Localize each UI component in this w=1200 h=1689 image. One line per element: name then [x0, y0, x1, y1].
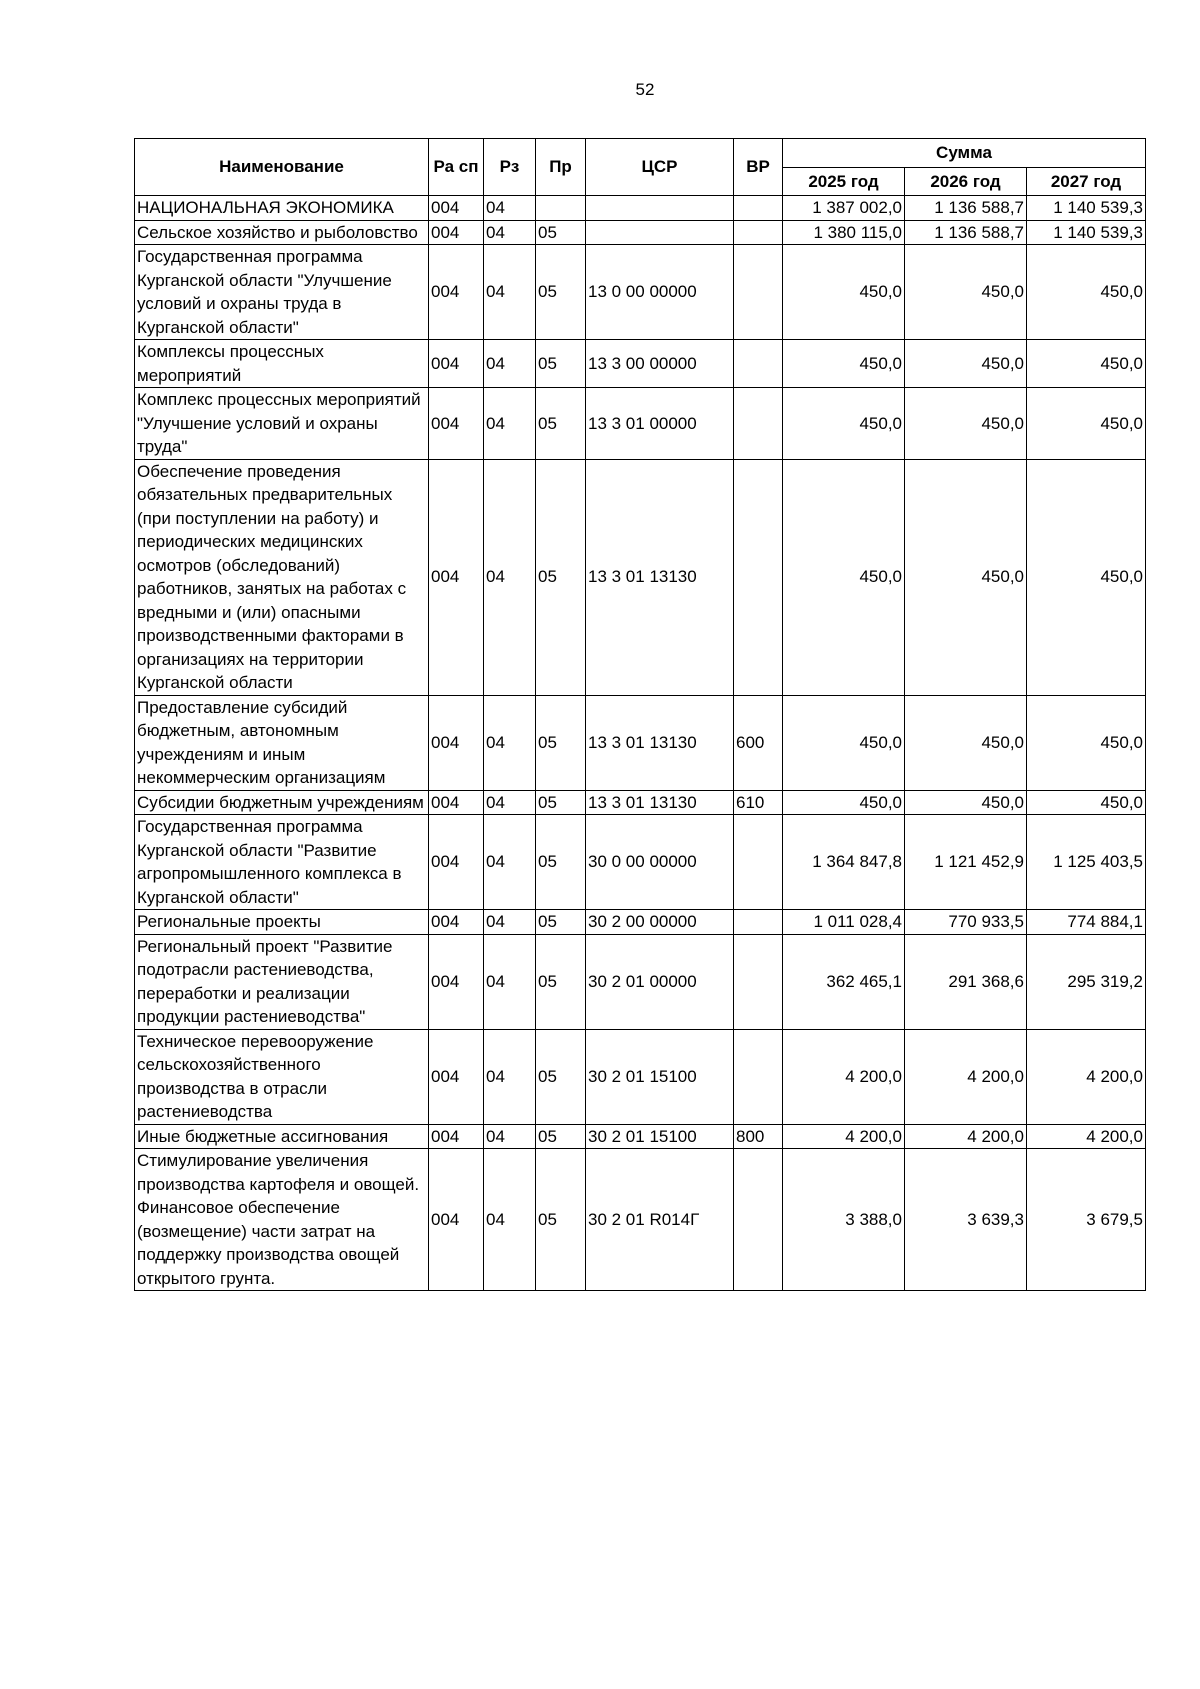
cell-rasp: 004	[429, 1149, 484, 1291]
cell-y2027: 1 140 539,3	[1027, 220, 1146, 245]
header-year-2027: 2027 год	[1027, 168, 1146, 196]
cell-y2025: 450,0	[783, 388, 905, 460]
cell-rz: 04	[484, 340, 536, 388]
cell-name: Региональный проект "Развитие подотрасли растениеводства, переработки и реализации продукции растениеводства"	[135, 934, 429, 1029]
cell-y2027: 295 319,2	[1027, 934, 1146, 1029]
table-row	[135, 1029, 1146, 1124]
table-row	[135, 388, 1146, 460]
cell-rz: 04	[484, 695, 536, 790]
cell-vr	[734, 340, 783, 388]
cell-vr	[734, 934, 783, 1029]
cell-csr: 13 3 01 13130	[586, 459, 734, 695]
cell-vr	[734, 220, 783, 245]
page-number: 52	[635, 80, 655, 99]
cell-csr	[586, 220, 734, 245]
table-row	[135, 790, 1146, 815]
table-body	[135, 196, 1146, 1291]
cell-vr	[734, 388, 783, 460]
cell-rz: 04	[484, 220, 536, 245]
cell-pr: 05	[536, 934, 586, 1029]
cell-name: Государственная программа Курганской области "Улучшение условий и охраны труда в Курганской области"	[135, 245, 429, 340]
cell-rz: 04	[484, 1029, 536, 1124]
cell-rz: 04	[484, 790, 536, 815]
cell-y2025: 362 465,1	[783, 934, 905, 1029]
cell-y2026: 4 200,0	[905, 1029, 1027, 1124]
cell-pr: 05	[536, 459, 586, 695]
cell-rz: 04	[484, 196, 536, 221]
cell-pr: 05	[536, 1029, 586, 1124]
cell-y2027: 3 679,5	[1027, 1149, 1146, 1291]
table-row	[135, 815, 1146, 910]
cell-csr	[586, 196, 734, 221]
cell-rz: 04	[484, 910, 536, 935]
cell-y2025: 1 011 028,4	[783, 910, 905, 935]
cell-csr: 30 2 01 R014Г	[586, 1149, 734, 1291]
cell-pr: 05	[536, 388, 586, 460]
cell-y2026: 1 136 588,7	[905, 196, 1027, 221]
cell-csr: 13 3 01 00000	[586, 388, 734, 460]
cell-y2026: 1 121 452,9	[905, 815, 1027, 910]
cell-y2026: 450,0	[905, 695, 1027, 790]
cell-y2026: 450,0	[905, 388, 1027, 460]
cell-rasp: 004	[429, 790, 484, 815]
cell-rasp: 004	[429, 340, 484, 388]
cell-y2026: 450,0	[905, 340, 1027, 388]
header-csr: ЦСР	[586, 139, 734, 196]
cell-y2025: 450,0	[783, 790, 905, 815]
header-name: Наименование	[135, 139, 429, 196]
cell-rasp: 004	[429, 1029, 484, 1124]
cell-rasp: 004	[429, 459, 484, 695]
cell-y2025: 1 364 847,8	[783, 815, 905, 910]
cell-name: Предоставление субсидий бюджетным, автономным учреждениям и иным некоммерческим организациям	[135, 695, 429, 790]
cell-y2025: 450,0	[783, 245, 905, 340]
table-row	[135, 695, 1146, 790]
table-row	[135, 340, 1146, 388]
cell-name: НАЦИОНАЛЬНАЯ ЭКОНОМИКА	[135, 196, 429, 221]
cell-rz: 04	[484, 1149, 536, 1291]
cell-csr: 13 3 01 13130	[586, 695, 734, 790]
cell-vr: 800	[734, 1124, 783, 1149]
cell-rasp: 004	[429, 815, 484, 910]
cell-y2025: 450,0	[783, 459, 905, 695]
cell-pr: 05	[536, 220, 586, 245]
cell-y2025: 1 380 115,0	[783, 220, 905, 245]
cell-y2025: 3 388,0	[783, 1149, 905, 1291]
cell-rasp: 004	[429, 388, 484, 460]
cell-rasp: 004	[429, 1124, 484, 1149]
cell-pr: 05	[536, 1124, 586, 1149]
cell-csr: 30 2 01 15100	[586, 1029, 734, 1124]
cell-y2027: 1 140 539,3	[1027, 196, 1146, 221]
table-row	[135, 1149, 1146, 1291]
cell-rz: 04	[484, 1124, 536, 1149]
table-row	[135, 934, 1146, 1029]
cell-y2027: 450,0	[1027, 459, 1146, 695]
budget-table	[134, 138, 1146, 1291]
cell-vr: 610	[734, 790, 783, 815]
cell-y2026: 450,0	[905, 459, 1027, 695]
cell-pr: 05	[536, 1149, 586, 1291]
table-row	[135, 220, 1146, 245]
cell-y2026: 770 933,5	[905, 910, 1027, 935]
cell-vr: 600	[734, 695, 783, 790]
cell-csr: 30 2 01 00000	[586, 934, 734, 1029]
cell-y2027: 450,0	[1027, 245, 1146, 340]
cell-csr: 30 0 00 00000	[586, 815, 734, 910]
cell-rz: 04	[484, 815, 536, 910]
cell-name: Техническое перевооружение сельскохозяйственного производства в отрасли растениеводства	[135, 1029, 429, 1124]
cell-name: Комплексы процессных мероприятий	[135, 340, 429, 388]
cell-pr: 05	[536, 815, 586, 910]
cell-rasp: 004	[429, 245, 484, 340]
cell-rz: 04	[484, 459, 536, 695]
cell-rasp: 004	[429, 695, 484, 790]
cell-y2026: 3 639,3	[905, 1149, 1027, 1291]
cell-y2026: 450,0	[905, 245, 1027, 340]
cell-pr	[536, 196, 586, 221]
cell-vr	[734, 910, 783, 935]
cell-y2025: 4 200,0	[783, 1029, 905, 1124]
cell-name: Стимулирование увеличения производства картофеля и овощей. Финансовое обеспечение (возмещение) части затрат на поддержку производства овощей открытого грунта.	[135, 1149, 429, 1291]
cell-y2027: 774 884,1	[1027, 910, 1146, 935]
cell-vr	[734, 459, 783, 695]
cell-vr	[734, 196, 783, 221]
cell-y2027: 450,0	[1027, 388, 1146, 460]
header-rasp: Ра сп	[429, 139, 484, 196]
table-header	[135, 139, 1146, 196]
cell-name: Региональные проекты	[135, 910, 429, 935]
cell-y2025: 1 387 002,0	[783, 196, 905, 221]
cell-pr: 05	[536, 790, 586, 815]
table-row	[135, 245, 1146, 340]
cell-name: Иные бюджетные ассигнования	[135, 1124, 429, 1149]
cell-csr: 13 0 00 00000	[586, 245, 734, 340]
cell-rz: 04	[484, 245, 536, 340]
cell-vr	[734, 1029, 783, 1124]
cell-rasp: 004	[429, 910, 484, 935]
cell-y2025: 450,0	[783, 340, 905, 388]
header-pr: Пр	[536, 139, 586, 196]
cell-name: Государственная программа Курганской области "Развитие агропромышленного комплекса в Курганской области"	[135, 815, 429, 910]
cell-y2027: 1 125 403,5	[1027, 815, 1146, 910]
header-sum: Сумма	[783, 139, 1146, 168]
header-vr: ВР	[734, 139, 783, 196]
table-row	[135, 910, 1146, 935]
table-row	[135, 459, 1146, 695]
header-year-2025: 2025 год	[783, 168, 905, 196]
cell-pr: 05	[536, 245, 586, 340]
table-row	[135, 1124, 1146, 1149]
cell-y2027: 450,0	[1027, 790, 1146, 815]
cell-vr	[734, 245, 783, 340]
cell-y2027: 450,0	[1027, 695, 1146, 790]
cell-y2027: 450,0	[1027, 340, 1146, 388]
cell-name: Сельское хозяйство и рыболовство	[135, 220, 429, 245]
cell-name: Обеспечение проведения обязательных предварительных (при поступлении на работу) и периодических медицинских осмотров (обследований) работников, занятых на работах с вредными и (или) опасными производственными факторами в организациях на территории Курганской области	[135, 459, 429, 695]
header-rz: Рз	[484, 139, 536, 196]
table-row	[135, 196, 1146, 221]
cell-vr	[734, 1149, 783, 1291]
cell-pr: 05	[536, 910, 586, 935]
cell-pr: 05	[536, 695, 586, 790]
cell-y2026: 4 200,0	[905, 1124, 1027, 1149]
cell-y2026: 1 136 588,7	[905, 220, 1027, 245]
cell-y2027: 4 200,0	[1027, 1124, 1146, 1149]
cell-rz: 04	[484, 388, 536, 460]
cell-rasp: 004	[429, 196, 484, 221]
cell-y2025: 450,0	[783, 695, 905, 790]
cell-name: Комплекс процессных мероприятий "Улучшение условий и охраны труда"	[135, 388, 429, 460]
cell-vr	[734, 815, 783, 910]
header-year-2026: 2026 год	[905, 168, 1027, 196]
cell-csr: 13 3 00 00000	[586, 340, 734, 388]
cell-y2027: 4 200,0	[1027, 1029, 1146, 1124]
cell-csr: 30 2 01 15100	[586, 1124, 734, 1149]
cell-csr: 13 3 01 13130	[586, 790, 734, 815]
cell-rasp: 004	[429, 220, 484, 245]
cell-pr: 05	[536, 340, 586, 388]
cell-rz: 04	[484, 934, 536, 1029]
cell-y2026: 450,0	[905, 790, 1027, 815]
cell-csr: 30 2 00 00000	[586, 910, 734, 935]
cell-y2025: 4 200,0	[783, 1124, 905, 1149]
cell-y2026: 291 368,6	[905, 934, 1027, 1029]
cell-name: Субсидии бюджетным учреждениям	[135, 790, 429, 815]
cell-rasp: 004	[429, 934, 484, 1029]
